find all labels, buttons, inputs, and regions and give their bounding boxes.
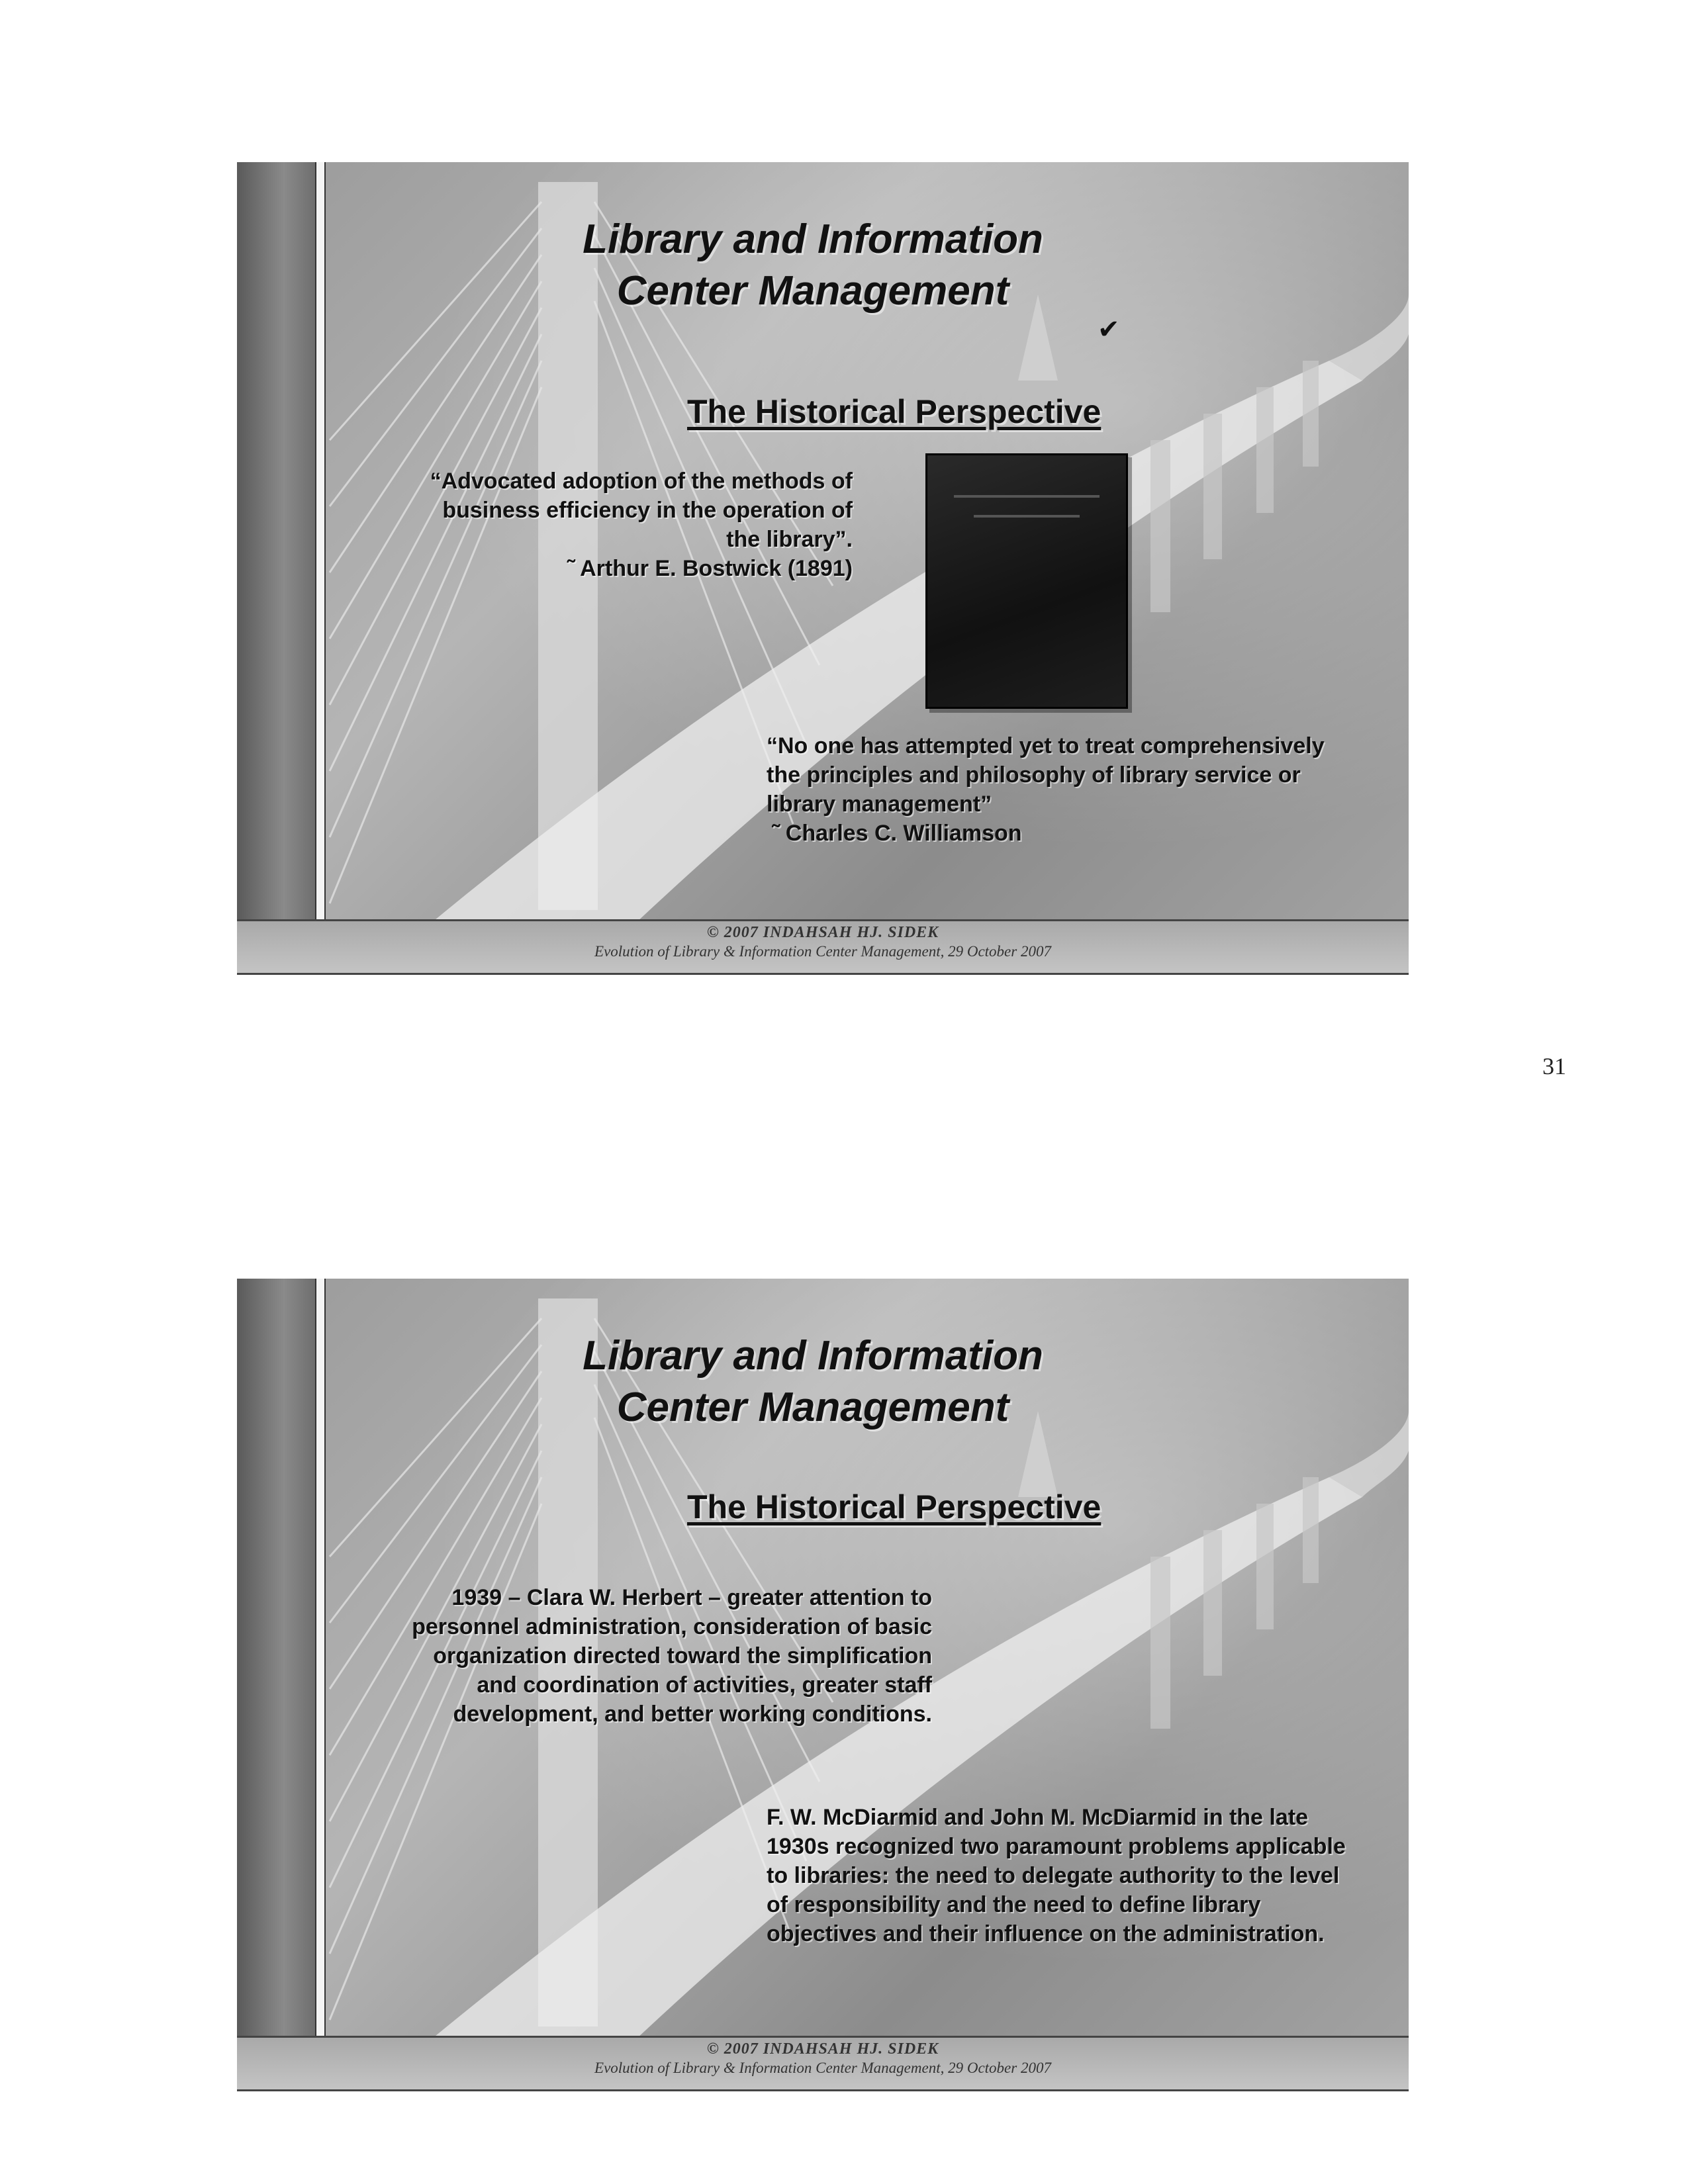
slide-1: [237, 162, 1409, 975]
title-line-1: Library and Information: [583, 1333, 1043, 1379]
title-line-1: Library and Information: [583, 216, 1043, 262]
left-dark-strip: [237, 1279, 315, 2053]
paragraph-line: and coordination of activities, greater staff: [477, 1672, 932, 1698]
footer-event: Evolution of Library & Information Center Management, 29 October 2007: [594, 2060, 1051, 2076]
paragraph-line: 1939 – Clara W. Herbert – greater attention to: [451, 1585, 932, 1610]
paragraph-line: to libraries: the need to delegate authority to the level: [767, 1863, 1340, 1888]
slide-2: [237, 1279, 1409, 2091]
title-line-2: Center Management: [616, 1385, 1009, 1430]
quote-attribution: ˜ Charles C. Williamson: [772, 821, 1022, 846]
page-number: 31: [1542, 1053, 1566, 1079]
left-dark-strip: [237, 162, 315, 936]
quote-line: “No one has attempted yet to treat comprehensively: [767, 733, 1325, 758]
williamson-quote: [767, 731, 1402, 848]
book-title-band: [974, 515, 1080, 518]
slide-title: [548, 214, 1078, 317]
quote-line: the principles and philosophy of library service or: [767, 762, 1301, 788]
mcdiarmid-paragraph: [767, 1803, 1402, 1948]
slide-footer: [237, 919, 1409, 975]
paragraph-line: personnel administration, consideration of basic: [412, 1614, 932, 1639]
quote-attribution: ˜ Arthur E. Bostwick (1891): [567, 556, 853, 581]
footer-event: Evolution of Library & Information Center Management, 29 October 2007: [594, 943, 1051, 960]
paragraph-line: development, and better working conditions.: [453, 1702, 932, 1727]
slide-footer: [237, 2036, 1409, 2091]
quote-line: library management”: [767, 792, 992, 817]
paragraph-line: of responsibility and the need to define library: [767, 1892, 1261, 1917]
quote-line: the library”.: [726, 527, 853, 552]
slide-title: [548, 1330, 1078, 1433]
book-title-band: [954, 495, 1100, 498]
footer-copyright: © 2007 INDAHSAH HJ. SIDEK: [706, 924, 939, 941]
quote-line: business efficiency in the operation of: [442, 498, 853, 523]
paragraph-line: F. W. McDiarmid and John M. McDiarmid in the late: [767, 1805, 1308, 1830]
left-vertical-rule: [315, 162, 326, 936]
footer-copyright: © 2007 INDAHSAH HJ. SIDEK: [706, 2040, 939, 2058]
left-vertical-rule: [315, 1279, 326, 2053]
herbert-paragraph: [350, 1583, 932, 1729]
paragraph-line: organization directed toward the simplification: [433, 1643, 932, 1668]
bostwick-quote: [376, 467, 853, 583]
paragraph-line: 1930s recognized two paramount problems applicable: [767, 1834, 1346, 1859]
check-mark-icon: ✔: [1098, 315, 1120, 344]
paragraph-line: objectives and their influence on the administration.: [767, 1921, 1325, 1946]
slide-subtitle: The Historical Perspective: [687, 393, 1102, 430]
slide-subtitle: The Historical Perspective: [687, 1488, 1102, 1525]
quote-line: “Advocated adoption of the methods of: [430, 469, 853, 494]
book-cover-image: [925, 453, 1128, 709]
title-line-2: Center Management: [616, 268, 1009, 314]
